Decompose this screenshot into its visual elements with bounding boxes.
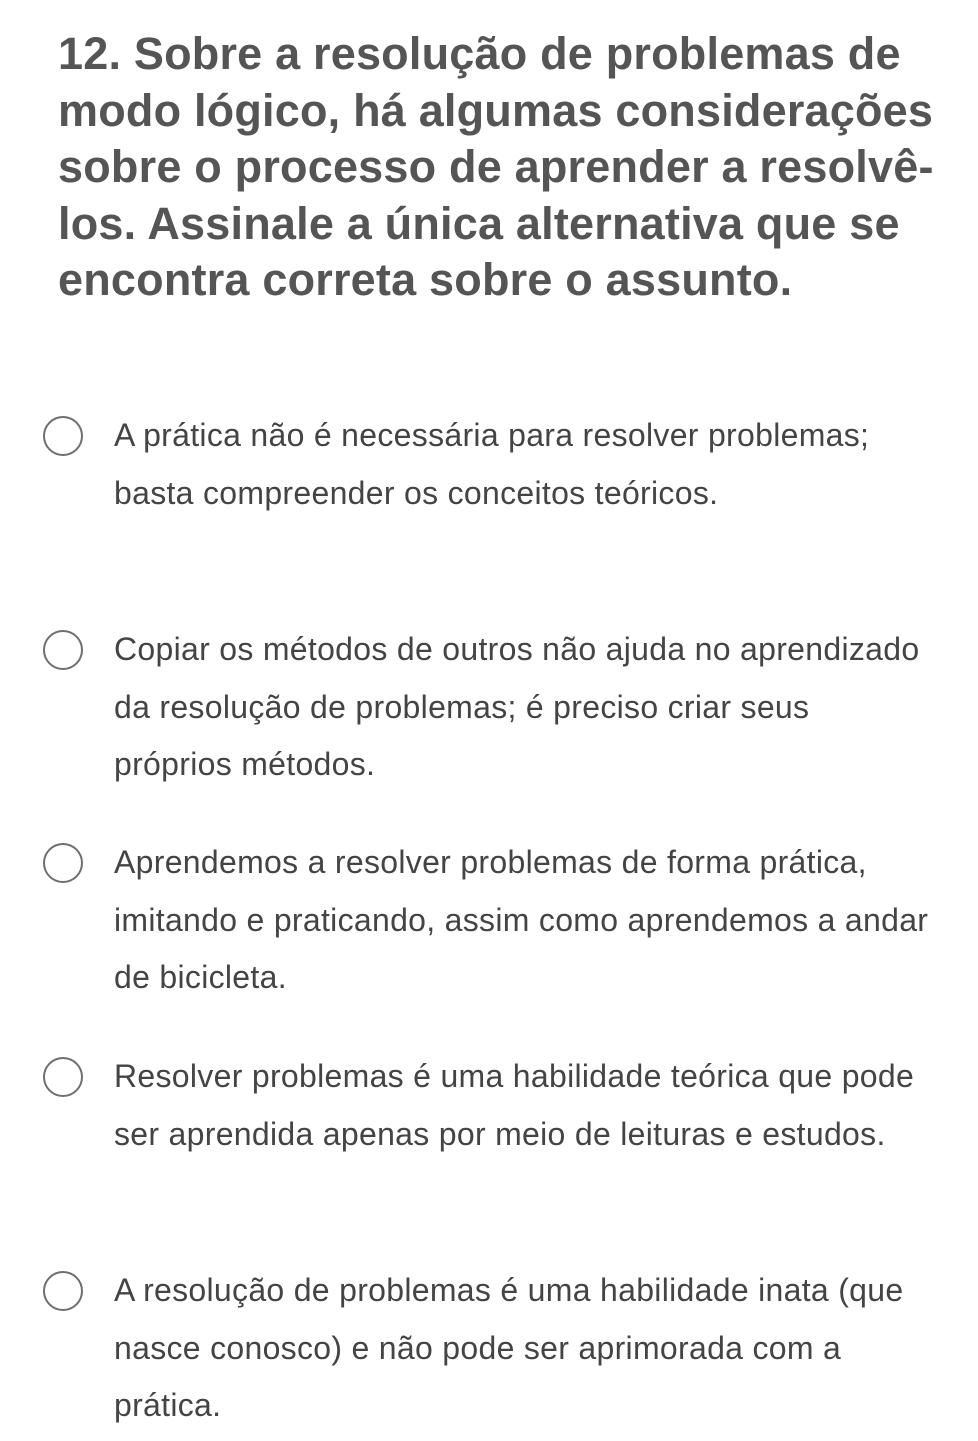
option-label: A prática não é necessária para resolver problemas; basta compreender os conceitos teóricos. <box>114 417 870 511</box>
question-title: 12. Sobre a resolução de problemas de modo lógico, há algumas considerações sobre o processo de aprender a resolvê-los. Assinale a única alternativa que se encontra correta sobre o assunto. <box>58 28 934 305</box>
option-label: Resolver problemas é uma habilidade teórica que pode ser aprendida apenas por meio de leituras e estudos. <box>114 1058 915 1152</box>
option-label: Copiar os métodos de outros não ajuda no aprendizado da resolução de problemas; é preciso criar seus próprios métodos. <box>114 631 920 782</box>
radio-unchecked-icon[interactable] <box>43 630 83 670</box>
option-label: A resolução de problemas é uma habilidade inata (que nasce conosco) e não pode ser aprimorada com a prática. <box>114 1272 904 1423</box>
radio-unchecked-icon[interactable] <box>43 1057 83 1097</box>
option-label: Aprendemos a resolver problemas de forma prática, imitando e praticando, assim como aprendemos a andar de bicicleta. <box>114 844 929 995</box>
radio-unchecked-icon[interactable] <box>43 843 83 883</box>
radio-unchecked-icon[interactable] <box>43 1271 83 1311</box>
radio-unchecked-icon[interactable] <box>43 416 83 456</box>
